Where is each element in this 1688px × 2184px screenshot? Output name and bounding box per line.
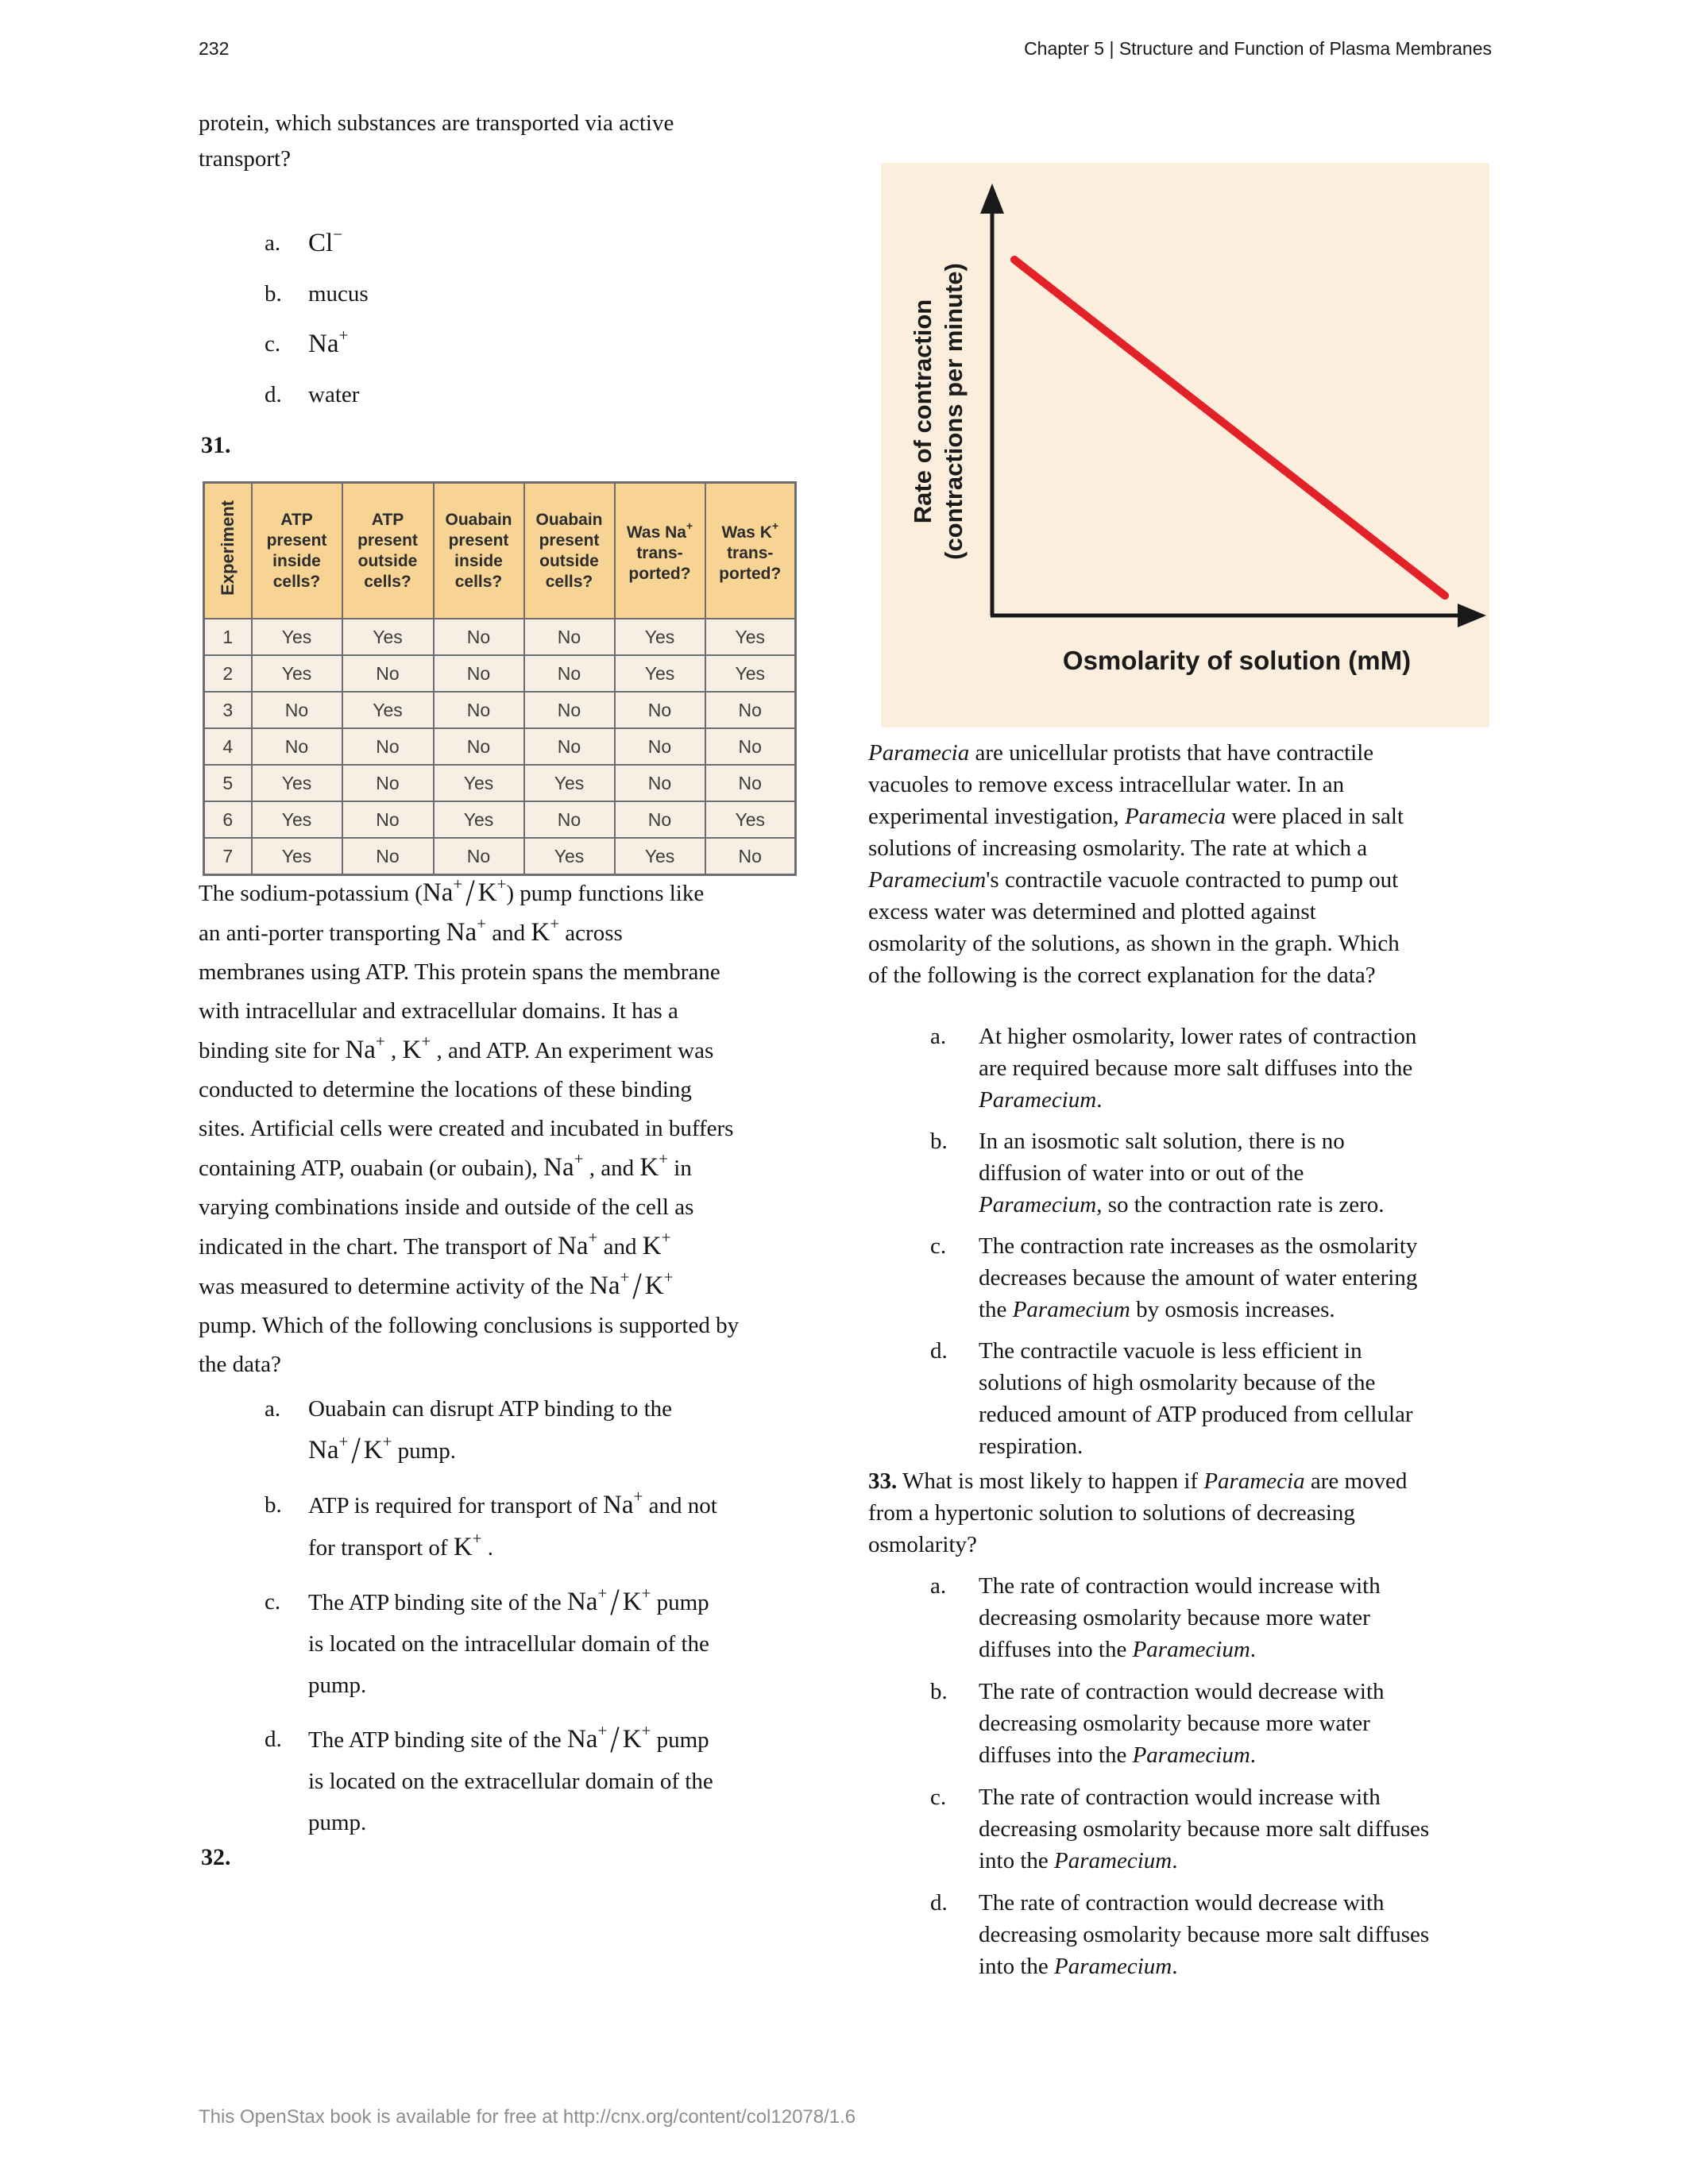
option-text: Ouabain can disrupt ATP binding to the Na+/ K+ pump. bbox=[308, 1396, 673, 1472]
column-header-ouabain-inside: Ouabain present inside cells? bbox=[434, 483, 524, 619]
result-cell: No bbox=[524, 801, 615, 838]
page-number: 232 bbox=[199, 38, 230, 59]
option-b bbox=[265, 1484, 821, 1569]
result-cell: Yes bbox=[252, 801, 342, 838]
experiment-results-table bbox=[203, 481, 797, 876]
option-text: At higher osmolarity, lower rates of contraction are required because more salt diffuses into the Paramecium. bbox=[979, 1024, 1417, 1113]
contraction-rate-graph bbox=[881, 163, 1489, 727]
result-cell: No bbox=[705, 765, 796, 801]
table-body bbox=[204, 619, 796, 875]
column-header-k-transported: Was K+ trans- ported? bbox=[705, 483, 796, 619]
option-text: The rate of contraction would increase with decreasing osmolarity because more water diffuses into the Paramecium. bbox=[979, 1573, 1381, 1662]
experiment-number-cell: 4 bbox=[204, 728, 252, 765]
question-33-stem: 33. What is most likely to happen if Paramecia are moved from a hypertonic solution to solutions of decreasing osmolarity? bbox=[868, 1468, 1408, 1557]
table-header-row bbox=[204, 483, 796, 619]
result-cell: No bbox=[342, 728, 434, 765]
result-cell: No bbox=[434, 728, 524, 765]
column-header-na-transported: Was Na+ trans- ported? bbox=[615, 483, 705, 619]
option-c bbox=[930, 1781, 1534, 1877]
question-30-stem: protein, which substances are transported via active transport? bbox=[199, 110, 674, 172]
result-cell: No bbox=[705, 838, 796, 875]
result-cell: Yes bbox=[615, 655, 705, 692]
option-text: mucus bbox=[308, 281, 369, 307]
column-header-atp-outside: ATP present outside cells? bbox=[342, 483, 434, 619]
graph-canvas bbox=[881, 163, 1489, 727]
experiment-number-cell: 7 bbox=[204, 838, 252, 875]
result-cell: Yes bbox=[252, 619, 342, 655]
question-33-options bbox=[930, 1570, 1534, 1993]
result-cell: No bbox=[342, 655, 434, 692]
result-cell: Yes bbox=[252, 838, 342, 875]
option-a bbox=[265, 1388, 821, 1472]
option-text: Cl− bbox=[308, 225, 343, 257]
result-cell: Yes bbox=[434, 765, 524, 801]
option-d bbox=[930, 1335, 1534, 1462]
option-a bbox=[930, 1570, 1534, 1665]
option-text: The rate of contraction would decrease with decreasing osmolarity because more water diffuses into the Paramecium. bbox=[979, 1679, 1385, 1768]
result-cell: No bbox=[705, 728, 796, 765]
option-text: The contraction rate increases as the osmolarity decreases because the amount of water entering the Paramecium by osmosis increases. bbox=[979, 1233, 1418, 1322]
option-c bbox=[265, 326, 369, 359]
result-cell: No bbox=[434, 838, 524, 875]
result-cell: Yes bbox=[705, 801, 796, 838]
option-letter: c. bbox=[930, 1233, 947, 1259]
question-32-stem: Paramecia are unicellular protists that have contractile vacuoles to remove excess intracellular water. In an experimental investigation, Paramecia were placed in salt solutions of increasing osmolarity. The rate at which a Paramecium's contractile vacuole contracted to pump out excess water was determined and plotted against osmolarity of the solutions, as shown in the graph. Which of the following is the correct explanation for the data? bbox=[868, 740, 1404, 988]
column-header-ouabain-outside: Ouabain present outside cells? bbox=[524, 483, 615, 619]
option-a bbox=[265, 225, 369, 258]
table-row bbox=[204, 655, 796, 692]
option-text: The rate of contraction would increase with decreasing osmolarity because more salt diffuses into the Paramecium. bbox=[979, 1785, 1430, 1873]
result-cell: No bbox=[524, 619, 615, 655]
option-c bbox=[930, 1230, 1534, 1325]
result-cell: No bbox=[342, 801, 434, 838]
x-axis-label: Osmolarity of solution (mM) bbox=[1062, 646, 1412, 675]
table-row bbox=[204, 619, 796, 655]
result-cell: No bbox=[615, 692, 705, 728]
result-cell: No bbox=[524, 692, 615, 728]
y-axis-label: Rate of contraction (contractions per minute) bbox=[909, 263, 968, 560]
footer-note: This OpenStax book is available for free at http://cnx.org/content/col12078/1.6 bbox=[199, 2106, 856, 2128]
option-letter: d. bbox=[930, 1338, 948, 1364]
option-text: In an isosmotic salt solution, there is no diffusion of water into or out of the Paramecium, so the contraction rate is zero. bbox=[979, 1129, 1385, 1217]
result-cell: No bbox=[252, 692, 342, 728]
option-letter: d. bbox=[265, 1727, 282, 1752]
option-text: The ATP binding site of the Na+/ K+ pump is located on the intracellular domain of the pump. bbox=[308, 1580, 709, 1698]
result-cell: Yes bbox=[342, 692, 434, 728]
experiment-number-cell: 6 bbox=[204, 801, 252, 838]
result-cell: Yes bbox=[524, 838, 615, 875]
result-cell: Yes bbox=[252, 655, 342, 692]
option-b bbox=[930, 1676, 1534, 1771]
option-b bbox=[265, 280, 369, 308]
option-d bbox=[930, 1887, 1534, 1982]
option-letter: a. bbox=[265, 230, 281, 256]
table-row bbox=[204, 838, 796, 875]
result-cell: No bbox=[434, 619, 524, 655]
option-letter: a. bbox=[930, 1573, 947, 1599]
option-letter: c. bbox=[930, 1785, 947, 1810]
experiment-number-cell: 5 bbox=[204, 765, 252, 801]
result-cell: Yes bbox=[615, 619, 705, 655]
x-axis-arrowhead-icon bbox=[1458, 604, 1486, 627]
table-row bbox=[204, 801, 796, 838]
option-text: Na+ bbox=[308, 326, 349, 358]
experiment-number-cell: 1 bbox=[204, 619, 252, 655]
result-cell: Yes bbox=[252, 765, 342, 801]
option-letter: b. bbox=[265, 1492, 282, 1518]
result-cell: Yes bbox=[615, 838, 705, 875]
table-row bbox=[204, 728, 796, 765]
option-d bbox=[265, 380, 369, 409]
chapter-header: Chapter 5 | Structure and Function of Plasma Membranes bbox=[1024, 38, 1492, 59]
option-c bbox=[265, 1581, 821, 1706]
question-31-stem: The sodium-potassium (Na+/ K+) pump functions like an anti-porter transporting Na+ and K+ across membranes using ATP. This protein spans the membrane with intracellular and extracellular domains. It has a binding site for Na+ , K+ , and ATP. An experiment was conducted to determine the locations of these binding sites. Artificial cells were created and incubated in buffers containing ATP, ouabain (or oubain), Na+ , and K+ in varying combinations inside and outside of the cell as indicated in the chart. The transport of Na+ and K+ was measured to determine activity of the Na+/ K+ pump. Which of the following conclusions is supported by the data? bbox=[199, 871, 740, 1377]
result-cell: Yes bbox=[524, 765, 615, 801]
result-cell: Yes bbox=[342, 619, 434, 655]
table-row bbox=[204, 765, 796, 801]
result-cell: No bbox=[705, 692, 796, 728]
y-axis-arrowhead-icon bbox=[980, 183, 1004, 214]
option-letter: d. bbox=[265, 382, 282, 407]
experiment-label: Experiment bbox=[217, 500, 238, 596]
question-30-options bbox=[265, 225, 369, 430]
option-letter: b. bbox=[265, 281, 282, 307]
option-letter: c. bbox=[265, 331, 281, 357]
option-letter: d. bbox=[930, 1890, 948, 1916]
option-letter: b. bbox=[930, 1129, 948, 1154]
result-cell: Yes bbox=[705, 655, 796, 692]
result-cell: No bbox=[252, 728, 342, 765]
column-header-experiment bbox=[204, 483, 252, 619]
option-letter: b. bbox=[930, 1679, 948, 1704]
result-cell: Yes bbox=[705, 619, 796, 655]
question-31-options bbox=[265, 1388, 821, 1856]
option-text: The rate of contraction would decrease with decreasing osmolarity because more salt diffuses into the Paramecium. bbox=[979, 1890, 1430, 1979]
result-cell: No bbox=[615, 765, 705, 801]
question-31-number: 31. bbox=[201, 432, 231, 458]
option-text: water bbox=[308, 382, 360, 407]
trend-line bbox=[1014, 260, 1445, 596]
result-cell: No bbox=[524, 728, 615, 765]
result-cell: No bbox=[524, 655, 615, 692]
result-cell: No bbox=[615, 801, 705, 838]
option-text: The ATP binding site of the Na+/ K+ pump is located on the extracellular domain of the pump. bbox=[308, 1718, 713, 1835]
option-d bbox=[265, 1719, 821, 1843]
option-a bbox=[930, 1021, 1534, 1116]
result-cell: Yes bbox=[434, 801, 524, 838]
experiment-number-cell: 2 bbox=[204, 655, 252, 692]
experiment-number-cell: 3 bbox=[204, 692, 252, 728]
result-cell: No bbox=[615, 728, 705, 765]
result-cell: No bbox=[434, 655, 524, 692]
result-cell: No bbox=[434, 692, 524, 728]
question-32-number: 32. bbox=[201, 1844, 231, 1870]
option-text: ATP is required for transport of Na+ and not for transport of K+ . bbox=[308, 1487, 717, 1561]
option-b bbox=[930, 1125, 1534, 1221]
question-32-options bbox=[930, 1021, 1534, 1472]
option-text: The contractile vacuole is less efficient in solutions of high osmolarity because of the reduced amount of ATP produced from cellular respiration. bbox=[979, 1338, 1413, 1459]
option-letter: a. bbox=[930, 1024, 947, 1049]
column-header-atp-inside: ATP present inside cells? bbox=[252, 483, 342, 619]
table-row bbox=[204, 692, 796, 728]
option-letter: c. bbox=[265, 1589, 281, 1615]
result-cell: No bbox=[342, 765, 434, 801]
result-cell: No bbox=[342, 838, 434, 875]
option-letter: a. bbox=[265, 1396, 281, 1422]
